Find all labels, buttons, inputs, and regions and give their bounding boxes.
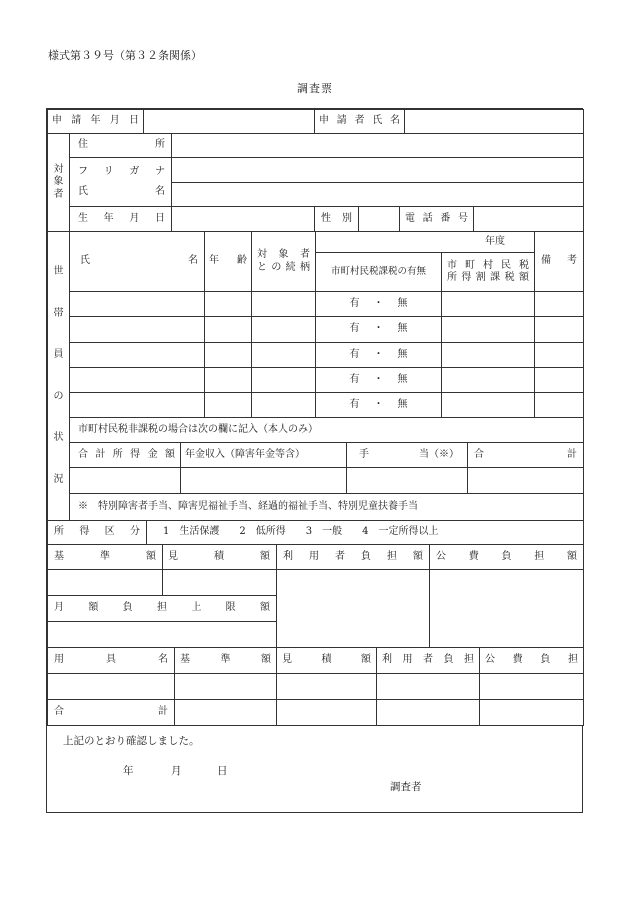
confirmation-statement: 上記のとおり確認しました。: [63, 735, 200, 747]
birth-date-label: 生 年 月 日: [69, 206, 172, 232]
user-burden-field[interactable]: [276, 569, 430, 648]
gender-label: 性 別: [314, 206, 359, 232]
income-category-options[interactable]: 1 生活保護 2 低所得 3 一般 4 一定所得以上: [146, 520, 584, 545]
remarks-header: 備 考: [534, 231, 584, 292]
member-name-header: 氏 名: [69, 231, 205, 292]
member-relation-cell[interactable]: [251, 316, 316, 343]
survey-form: [46, 108, 583, 813]
allowance-footnote: ※ 特別障害者手当、障害児福祉手当、経過的福祉手当、特別児童扶養手当: [69, 493, 584, 521]
tax-amount-header: 市 町 村 民 税 所 得 割 課 税 額: [441, 252, 535, 292]
member-age-header: 年 齢: [204, 231, 252, 292]
tax-amount-cell[interactable]: [441, 316, 535, 343]
monthly-cap-field[interactable]: [47, 621, 277, 648]
item-public-burden-header: 公 費 負 担: [479, 647, 584, 674]
remarks-cell[interactable]: [534, 367, 584, 393]
member-relation-cell[interactable]: [251, 291, 316, 317]
total-estimate-field[interactable]: [276, 699, 377, 726]
form-number: 様式第３９号（第３２条関係）: [48, 49, 202, 62]
item-base-header: 基 準 額: [174, 647, 277, 674]
base-amount-field[interactable]: [47, 569, 163, 596]
allowance-label: 手 当（※）: [346, 442, 468, 468]
income-total-label: 合 計 所 得 金 額: [69, 442, 181, 468]
pension-income-field[interactable]: [180, 467, 347, 494]
base-amount-header: 基 準 額: [47, 544, 163, 570]
member-age-cell[interactable]: [204, 316, 252, 343]
phone-field[interactable]: [473, 206, 584, 232]
member-name-cell[interactable]: [69, 316, 205, 343]
investigator-label: 調査者: [390, 781, 422, 793]
birth-date-field[interactable]: [171, 206, 315, 232]
item-public-burden-field[interactable]: [479, 673, 584, 700]
confirmation-day: 日: [217, 765, 228, 777]
member-name-cell[interactable]: [69, 291, 205, 317]
tax-status-cell[interactable]: 有 ・ 無: [315, 316, 442, 343]
tax-status-cell[interactable]: 有 ・ 無: [315, 367, 442, 393]
member-age-cell[interactable]: [204, 392, 252, 418]
confirmation-year: 年: [123, 765, 134, 777]
item-name-field[interactable]: [47, 673, 175, 700]
tax-status-header: 市町村民税課税の有無: [315, 252, 442, 292]
tax-status-cell[interactable]: 有 ・ 無: [315, 392, 442, 418]
member-name-cell[interactable]: [69, 342, 205, 368]
investigator-signature-field[interactable]: [432, 771, 572, 797]
applicant-name-label: 申 請 者 氏 名: [314, 109, 405, 134]
tax-amount-cell[interactable]: [441, 342, 535, 368]
item-base-field[interactable]: [174, 673, 277, 700]
target-person-side-label: 対 象 者: [47, 133, 70, 232]
confirmation-month: 月: [171, 765, 182, 777]
relationship-header: 対 象 者 と の 続 柄: [251, 231, 316, 292]
member-age-cell[interactable]: [204, 342, 252, 368]
member-relation-cell[interactable]: [251, 392, 316, 418]
name-field[interactable]: [171, 182, 584, 207]
address-label: 住 所: [69, 133, 172, 158]
income-total-field[interactable]: [69, 467, 181, 494]
fiscal-year-header: 年度: [315, 231, 535, 253]
remarks-cell[interactable]: [534, 342, 584, 368]
gender-field[interactable]: [358, 206, 400, 232]
applicant-name-field[interactable]: [404, 109, 584, 134]
items-total-label: 合 計: [47, 699, 175, 726]
allowance-field[interactable]: [346, 467, 468, 494]
public-burden-field[interactable]: [429, 569, 584, 648]
total-user-burden-field[interactable]: [376, 699, 480, 726]
member-name-cell[interactable]: [69, 367, 205, 393]
monthly-cap-label: 月 額 負 担 上 限 額: [47, 595, 277, 622]
tax-amount-cell[interactable]: [441, 392, 535, 418]
household-side-label: 世 帯 員 の 状 況: [47, 231, 70, 521]
address-field[interactable]: [171, 133, 584, 158]
furigana-field[interactable]: [171, 157, 584, 183]
item-user-burden-header: 利 用 者 負 担: [376, 647, 480, 674]
application-date-label: 申 請 年 月 日: [47, 109, 144, 134]
tax-status-cell[interactable]: 有 ・ 無: [315, 291, 442, 317]
document-title: 調査票: [297, 82, 333, 95]
member-age-cell[interactable]: [204, 291, 252, 317]
pension-income-label: 年金収入（障害年金等含）: [180, 442, 347, 468]
tax-amount-cell[interactable]: [441, 367, 535, 393]
sum-field[interactable]: [467, 467, 584, 494]
item-estimate-field[interactable]: [276, 673, 377, 700]
tax-status-cell[interactable]: 有 ・ 無: [315, 342, 442, 368]
non-taxable-note: 市町村民税非課税の場合は次の欄に記入（本人のみ）: [69, 417, 584, 443]
user-burden-header: 利 用 者 負 担 額: [276, 544, 430, 570]
estimate-amount-header: 見 積 額: [162, 544, 277, 570]
remarks-cell[interactable]: [534, 392, 584, 418]
member-relation-cell[interactable]: [251, 342, 316, 368]
total-base-field[interactable]: [174, 699, 277, 726]
furigana-name-label: フ リ ガ ナ 氏 名: [69, 157, 172, 207]
member-age-cell[interactable]: [204, 367, 252, 393]
item-name-header: 用 具 名: [47, 647, 175, 674]
phone-label: 電 話 番 号: [399, 206, 474, 232]
income-category-label: 所 得 区 分: [47, 520, 147, 545]
public-burden-header: 公 費 負 担 額: [429, 544, 584, 570]
member-name-cell[interactable]: [69, 392, 205, 418]
item-user-burden-field[interactable]: [376, 673, 480, 700]
estimate-amount-field[interactable]: [162, 569, 277, 596]
tax-amount-cell[interactable]: [441, 291, 535, 317]
remarks-cell[interactable]: [534, 316, 584, 343]
total-public-burden-field[interactable]: [479, 699, 584, 726]
application-date-field[interactable]: [143, 109, 315, 134]
member-relation-cell[interactable]: [251, 367, 316, 393]
remarks-cell[interactable]: [534, 291, 584, 317]
sum-label: 合 計: [467, 442, 584, 468]
item-estimate-header: 見 積 額: [276, 647, 377, 674]
